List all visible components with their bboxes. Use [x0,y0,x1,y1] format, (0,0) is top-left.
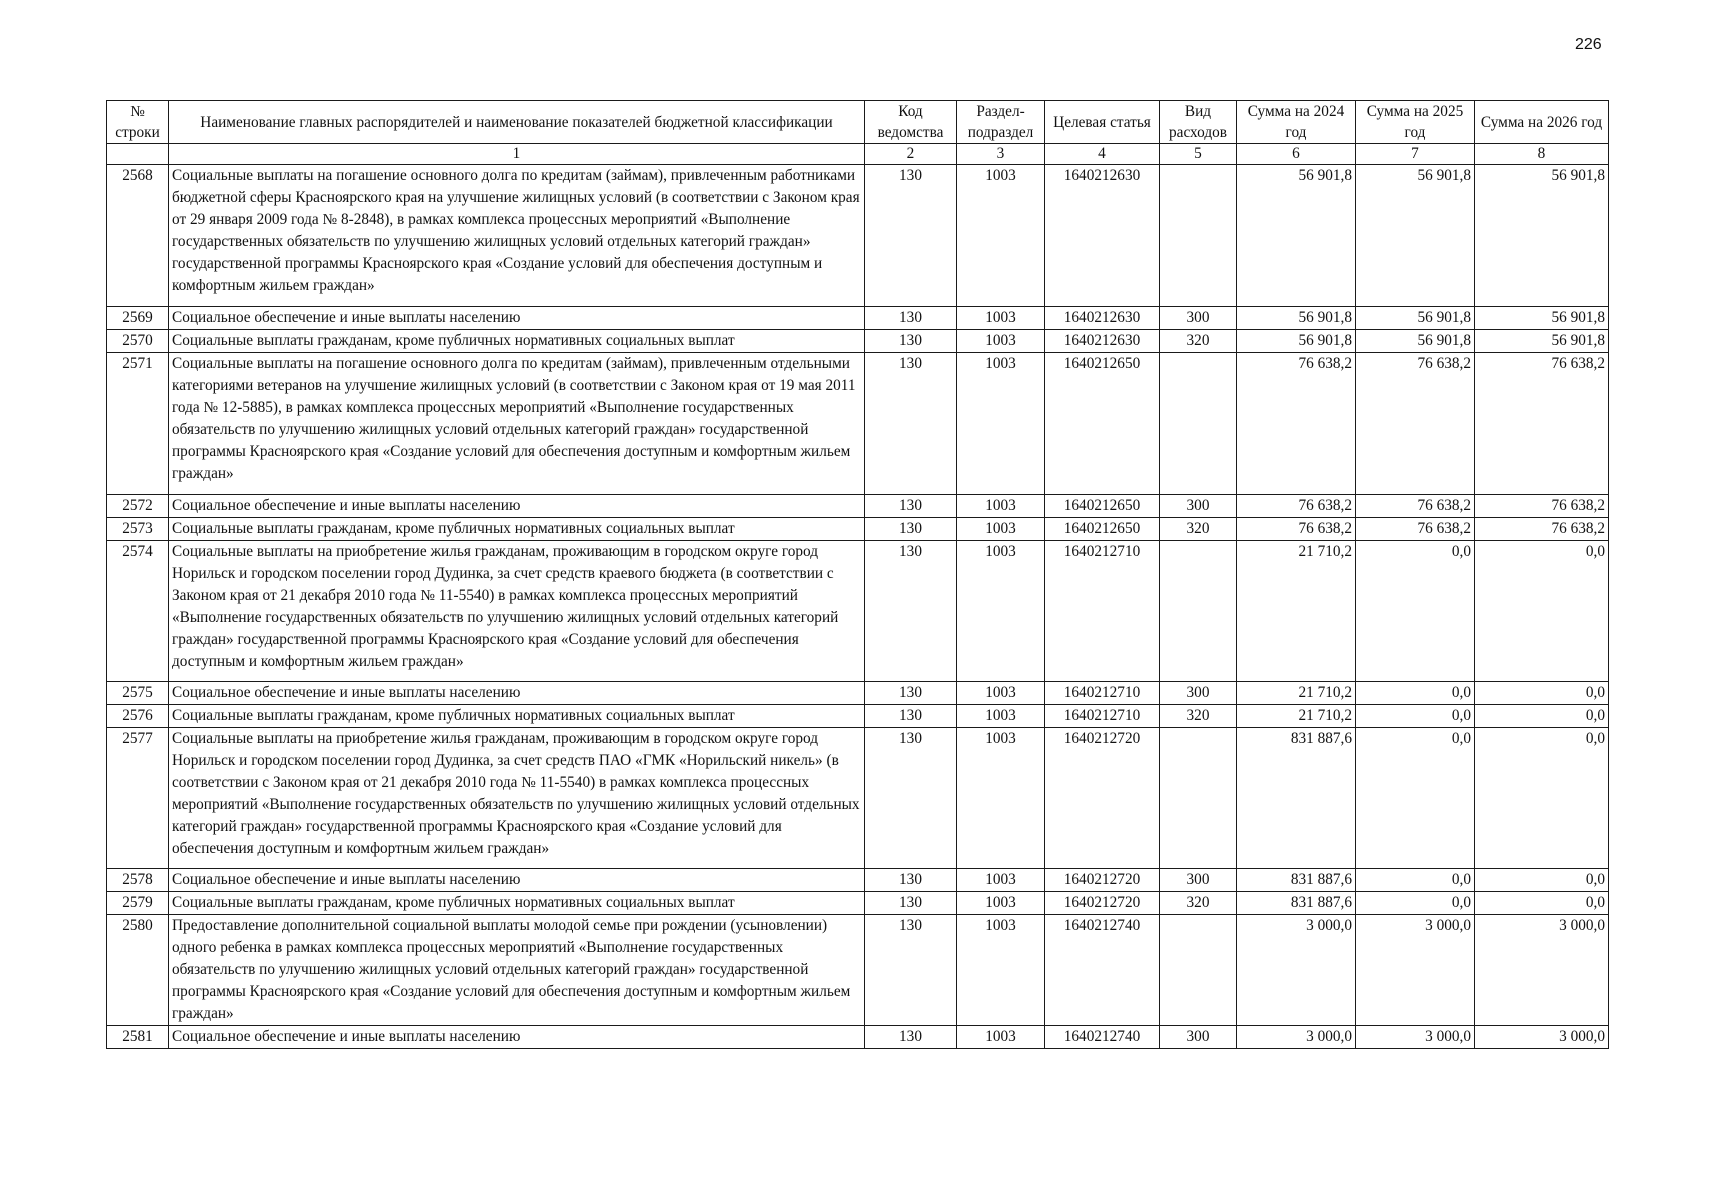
row-dept-code: 130 [865,705,957,728]
row-expense-type: 300 [1160,1026,1237,1049]
row-section: 1003 [957,541,1045,682]
table-row [107,728,1609,869]
row-expense-type [1160,728,1237,869]
row-name: Социальные выплаты гражданам, кроме публичных нормативных социальных выплат [169,705,865,728]
header-row [107,101,1609,144]
column-number: 6 [1237,144,1356,165]
row-section: 1003 [957,892,1045,915]
row-expense-type [1160,541,1237,682]
row-target: 1640212710 [1045,541,1160,682]
header-row-no: № строки [107,101,169,144]
table-row [107,495,1609,518]
row-target: 1640212630 [1045,307,1160,330]
row-name: Социальные выплаты на приобретение жилья гражданам, проживающим в городском округе город Норильск и городском поселении город Дудинка, за счет средств ПАО «ГМК «Норильский никель» (в соответствии с Законом края от 21 декабря 2010 года № 11-5540) в рамках комплекса процессных мероприятий «Выполнение государственных обязательств по улучшению жилищных условий отдельных категорий граждан» государственной программы Красноярского края «Создание условий для обеспечения доступным и комфортным жильем граждан» [169,728,865,869]
row-target: 1640212630 [1045,165,1160,307]
row-dept-code: 130 [865,869,957,892]
row-sum-2025: 0,0 [1356,541,1475,682]
table-row [107,1026,1609,1049]
row-number: 2580 [107,915,169,1026]
row-sum-2025: 76 638,2 [1356,518,1475,541]
row-sum-2024: 831 887,6 [1237,892,1356,915]
row-sum-2024: 831 887,6 [1237,728,1356,869]
header-target: Целевая статья [1045,101,1160,144]
row-sum-2025: 0,0 [1356,728,1475,869]
row-section: 1003 [957,728,1045,869]
row-dept-code: 130 [865,518,957,541]
row-dept-code: 130 [865,915,957,1026]
row-section: 1003 [957,869,1045,892]
table-row [107,165,1609,307]
row-number: 2569 [107,307,169,330]
row-sum-2026: 76 638,2 [1475,353,1609,495]
row-sum-2024: 56 901,8 [1237,330,1356,353]
row-sum-2024: 76 638,2 [1237,495,1356,518]
row-number: 2576 [107,705,169,728]
row-target: 1640212650 [1045,353,1160,495]
row-sum-2024: 21 710,2 [1237,705,1356,728]
header-sum-2026: Сумма на 2026 год [1475,101,1609,144]
row-dept-code: 130 [865,307,957,330]
row-sum-2025: 0,0 [1356,682,1475,705]
row-number: 2571 [107,353,169,495]
row-target: 1640212720 [1045,869,1160,892]
row-sum-2025: 56 901,8 [1356,330,1475,353]
header-name: Наименование главных распорядителей и наименование показателей бюджетной классификации [169,101,865,144]
row-section: 1003 [957,1026,1045,1049]
budget-table [106,100,1609,1049]
row-number: 2568 [107,165,169,307]
table-row [107,682,1609,705]
row-sum-2026: 3 000,0 [1475,915,1609,1026]
row-number: 2581 [107,1026,169,1049]
row-name: Социальное обеспечение и иные выплаты населению [169,1026,865,1049]
table-row [107,705,1609,728]
table-row [107,307,1609,330]
row-sum-2026: 56 901,8 [1475,165,1609,307]
row-dept-code: 130 [865,728,957,869]
header-expense-type: Вид расходов [1160,101,1237,144]
table-row [107,869,1609,892]
row-name: Социальные выплаты гражданам, кроме публичных нормативных социальных выплат [169,892,865,915]
row-sum-2026: 0,0 [1475,682,1609,705]
row-sum-2025: 3 000,0 [1356,915,1475,1026]
row-number: 2570 [107,330,169,353]
row-sum-2025: 56 901,8 [1356,307,1475,330]
row-sum-2025: 0,0 [1356,869,1475,892]
header-dept-code: Код ведомства [865,101,957,144]
row-sum-2026: 3 000,0 [1475,1026,1609,1049]
column-number: 7 [1356,144,1475,165]
row-sum-2024: 3 000,0 [1237,915,1356,1026]
row-expense-type: 300 [1160,682,1237,705]
row-name: Социальные выплаты на погашение основного долга по кредитам (займам), привлеченным отдельными категориями ветеранов на улучшение жилищных условий (в соответствии с Законом края от 19 мая 2011 года № 12-5885), в рамках комплекса процессных мероприятий «Выполнение государственных обязательств по улучшению жилищных условий отдельных категорий граждан» государственной программы Красноярского края «Создание условий для обеспечения доступным и комфортным жильем граждан» [169,353,865,495]
row-number: 2577 [107,728,169,869]
page-number: 226 [1575,36,1602,53]
column-number: 2 [865,144,957,165]
row-number: 2579 [107,892,169,915]
row-name: Социальные выплаты гражданам, кроме публичных нормативных социальных выплат [169,330,865,353]
row-number: 2578 [107,869,169,892]
row-name: Социальные выплаты гражданам, кроме публичных нормативных социальных выплат [169,518,865,541]
row-target: 1640212650 [1045,495,1160,518]
row-dept-code: 130 [865,353,957,495]
row-section: 1003 [957,682,1045,705]
column-numbers-row [107,144,1609,165]
row-sum-2025: 56 901,8 [1356,165,1475,307]
row-sum-2026: 0,0 [1475,892,1609,915]
row-target: 1640212630 [1045,330,1160,353]
row-expense-type: 320 [1160,892,1237,915]
row-dept-code: 130 [865,892,957,915]
row-name: Социальное обеспечение и иные выплаты населению [169,682,865,705]
row-section: 1003 [957,353,1045,495]
row-number: 2574 [107,541,169,682]
row-sum-2024: 56 901,8 [1237,165,1356,307]
row-section: 1003 [957,518,1045,541]
row-dept-code: 130 [865,495,957,518]
row-sum-2025: 3 000,0 [1356,1026,1475,1049]
row-sum-2026: 76 638,2 [1475,495,1609,518]
header-sum-2024: Сумма на 2024 год [1237,101,1356,144]
row-section: 1003 [957,307,1045,330]
row-expense-type: 320 [1160,705,1237,728]
row-sum-2025: 76 638,2 [1356,353,1475,495]
row-sum-2024: 76 638,2 [1237,353,1356,495]
row-expense-type: 300 [1160,495,1237,518]
row-name: Социальные выплаты на погашение основного долга по кредитам (займам), привлеченным работниками бюджетной сферы Красноярского края на улучшение жилищных условий (в соответствии с Законом края от 29 января 2009 года № 8-2848), в рамках комплекса процессных мероприятий «Выполнение государственных обязательств по улучшению жилищных условий отдельных категорий граждан» государственной программы Красноярского края «Создание условий для обеспечения доступным и комфортным жильем граждан» [169,165,865,307]
row-expense-type [1160,915,1237,1026]
row-expense-type: 300 [1160,307,1237,330]
row-dept-code: 130 [865,330,957,353]
row-sum-2025: 76 638,2 [1356,495,1475,518]
header-sum-2025: Сумма на 2025 год [1356,101,1475,144]
row-sum-2024: 3 000,0 [1237,1026,1356,1049]
row-target: 1640212720 [1045,728,1160,869]
row-name: Социальное обеспечение и иные выплаты населению [169,869,865,892]
row-name: Социальное обеспечение и иные выплаты населению [169,307,865,330]
row-name: Предоставление дополнительной социальной выплаты молодой семье при рождении (усыновлении) одного ребенка в рамках комплекса процессных мероприятий «Выполнение государственных обязательств по улучшению жилищных условий отдельных категорий граждан» государственной программы Красноярского края «Создание условий для обеспечения доступным и комфортным жильем граждан» [169,915,865,1026]
table-row [107,915,1609,1026]
column-number: 4 [1045,144,1160,165]
row-expense-type: 320 [1160,330,1237,353]
table-row [107,541,1609,682]
row-sum-2026: 76 638,2 [1475,518,1609,541]
row-dept-code: 130 [865,165,957,307]
row-sum-2025: 0,0 [1356,892,1475,915]
row-section: 1003 [957,705,1045,728]
row-name: Социальные выплаты на приобретение жилья гражданам, проживающим в городском округе город Норильск и городском поселении город Дудинка, за счет средств краевого бюджета (в соответствии с Законом края от 21 декабря 2010 года № 11-5540) в рамках комплекса процессных мероприятий «Выполнение государственных обязательств по улучшению жилищных условий отдельных категорий граждан» государственной программы Красноярского края «Создание условий для обеспечения доступным и комфортным жильем граждан» [169,541,865,682]
column-number [107,144,169,165]
row-target: 1640212650 [1045,518,1160,541]
row-expense-type [1160,353,1237,495]
column-number: 3 [957,144,1045,165]
table-row [107,518,1609,541]
row-expense-type [1160,165,1237,307]
row-sum-2024: 21 710,2 [1237,682,1356,705]
row-section: 1003 [957,495,1045,518]
row-number: 2575 [107,682,169,705]
row-dept-code: 130 [865,1026,957,1049]
row-sum-2026: 0,0 [1475,869,1609,892]
row-sum-2026: 56 901,8 [1475,330,1609,353]
row-sum-2026: 0,0 [1475,541,1609,682]
row-sum-2024: 831 887,6 [1237,869,1356,892]
row-target: 1640212710 [1045,682,1160,705]
row-dept-code: 130 [865,541,957,682]
row-section: 1003 [957,915,1045,1026]
row-sum-2026: 0,0 [1475,728,1609,869]
row-expense-type: 300 [1160,869,1237,892]
row-sum-2024: 21 710,2 [1237,541,1356,682]
row-section: 1003 [957,330,1045,353]
table-body [107,165,1609,1049]
row-sum-2025: 0,0 [1356,705,1475,728]
column-number: 8 [1475,144,1609,165]
row-section: 1003 [957,165,1045,307]
row-target: 1640212720 [1045,892,1160,915]
table-row [107,892,1609,915]
row-sum-2024: 76 638,2 [1237,518,1356,541]
row-target: 1640212710 [1045,705,1160,728]
row-number: 2573 [107,518,169,541]
table-row [107,353,1609,495]
row-expense-type: 320 [1160,518,1237,541]
row-sum-2024: 56 901,8 [1237,307,1356,330]
header-section: Раздел-подраздел [957,101,1045,144]
column-number: 5 [1160,144,1237,165]
row-dept-code: 130 [865,682,957,705]
row-name: Социальное обеспечение и иные выплаты населению [169,495,865,518]
table-row [107,330,1609,353]
row-sum-2026: 0,0 [1475,705,1609,728]
row-target: 1640212740 [1045,915,1160,1026]
row-sum-2026: 56 901,8 [1475,307,1609,330]
row-number: 2572 [107,495,169,518]
column-number: 1 [169,144,865,165]
row-target: 1640212740 [1045,1026,1160,1049]
